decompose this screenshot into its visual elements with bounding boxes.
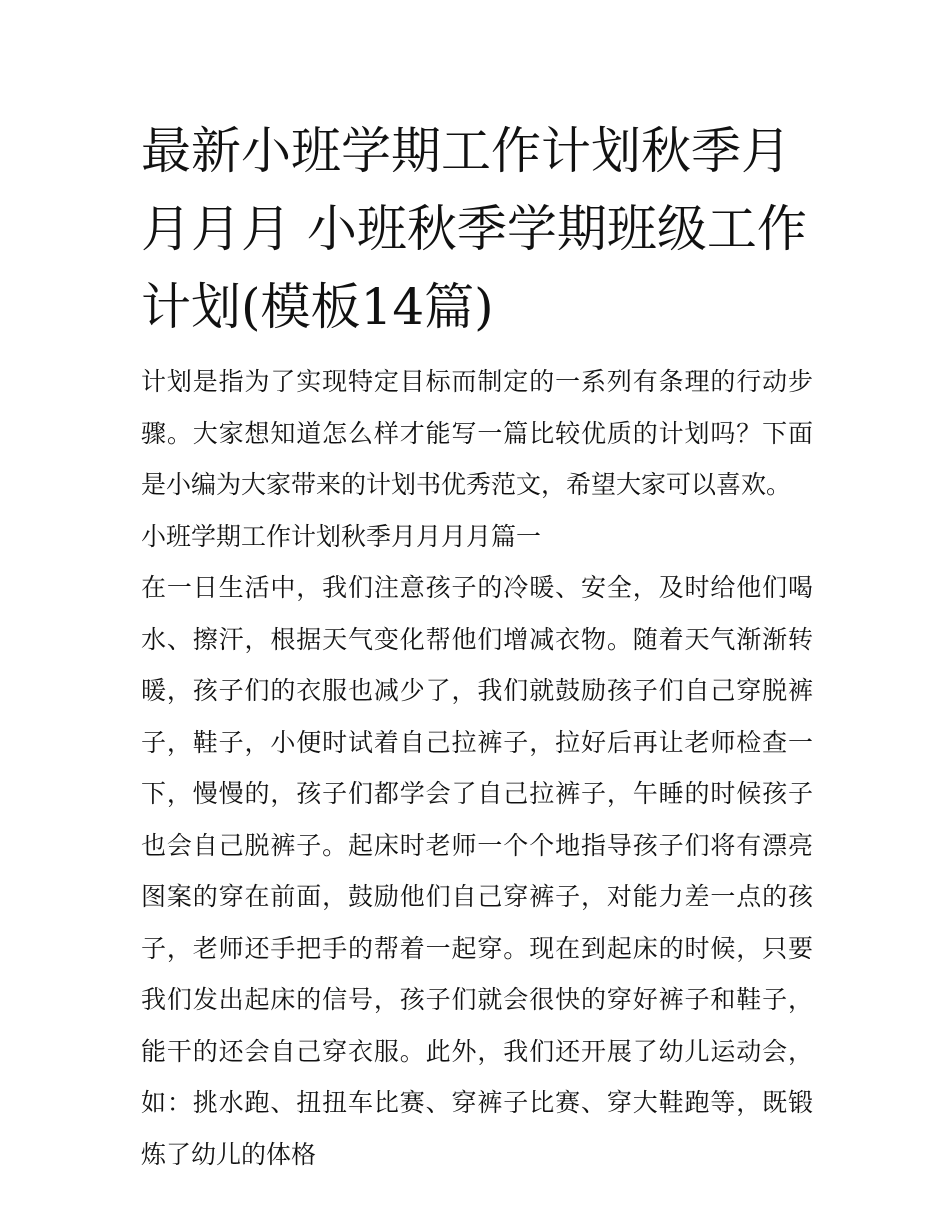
document-body (141, 356, 813, 1180)
intro-paragraph: 计划是指为了实现特定目标而制定的一系列有条理的行动步骤。大家想知道怎么样才能写一篇比较优质的计划吗？下面是小编为大家带来的计划书优秀范文，希望大家可以喜欢。 (141, 367, 813, 499)
document-title: 最新小班学期工作计划秋季月月月月 小班秋季学期班级工作计划(模板14篇) (141, 122, 807, 336)
section-paragraph: 在一日生活中，我们注意孩子的冷暖、安全，及时给他们喝水、擦汗，根据天气变化帮他们增减衣物。随着天气渐渐转暖，孩子们的衣服也减少了，我们就鼓励孩子们自己穿脱裤子，鞋子，小便时试着自己拉裤子，拉好后再让老师检查一下，慢慢的，孩子们都学会了自己拉裤子，午睡的时候孩子也会自己脱裤子。起床时老师一个个地指导孩子们将有漂亮图案的穿在前面，鼓励他们自己穿裤子，对能力差一点的孩子，老师还手把手的帮着一起穿。现在到起床的时候，只要我们发出起床的信号，孩子们就会很快的穿好裤子和鞋子，能干的还会自己穿衣服。此外，我们还开展了幼儿运动会，如：挑水跑、扭扭车比赛、穿裤子比赛、穿大鞋跑等，既锻炼了幼儿的体格 (141, 573, 813, 1169)
section-heading: 小班学期工作计划秋季月月月月篇一 (141, 521, 542, 551)
